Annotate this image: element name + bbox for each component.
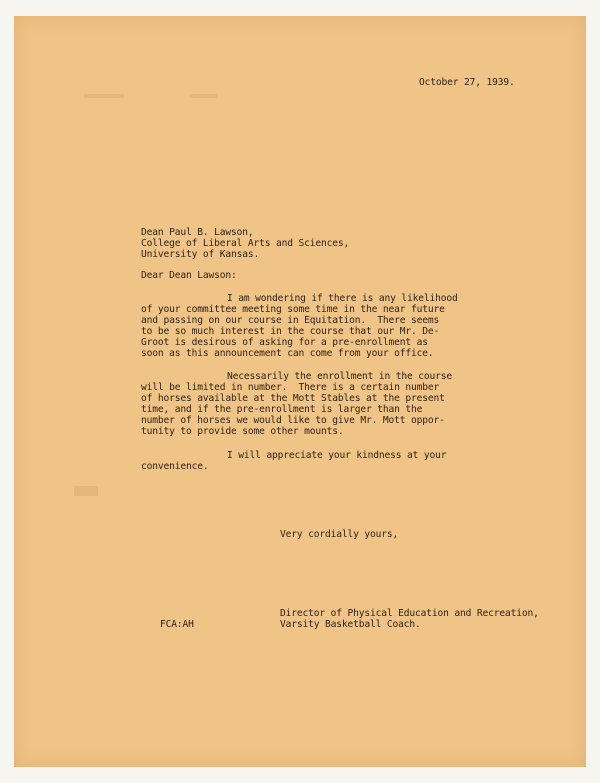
body-line: of your committee meeting some time in the near future bbox=[141, 304, 445, 315]
signature-title-line: Varsity Basketball Coach. bbox=[280, 619, 421, 630]
inside-address-line: College of Liberal Arts and Sciences, bbox=[141, 238, 350, 249]
body-line: tunity to provide some other mounts. bbox=[141, 426, 344, 437]
bleed-through-mark bbox=[74, 486, 98, 496]
body-line: time, and if the pre-enrollment is larger than the bbox=[141, 404, 423, 415]
bleed-through-mark bbox=[189, 94, 217, 98]
inside-address-line: Dean Paul B. Lawson, bbox=[141, 227, 254, 238]
body-line: of horses available at the Mott Stables at the present bbox=[141, 393, 445, 404]
body-line: convenience. bbox=[141, 461, 209, 472]
body-line: and passing on our course in Equitation. There seems bbox=[141, 315, 440, 326]
salutation: Dear Dean Lawson: bbox=[141, 270, 237, 281]
body-line: will be limited in number. There is a certain number bbox=[141, 382, 440, 393]
letter-paper bbox=[14, 16, 586, 767]
body-line: Groot is desirous of asking for a pre-enrollment as bbox=[141, 337, 428, 348]
reference-initials: FCA:AH bbox=[160, 619, 194, 630]
signature-title-line: Director of Physical Education and Recreation, bbox=[280, 608, 539, 619]
body-line: number of horses we would like to give Mr. Mott oppor- bbox=[141, 415, 445, 426]
inside-address-line: University of Kansas. bbox=[141, 249, 260, 260]
body-line: I am wondering if there is any likelihood bbox=[227, 293, 458, 304]
body-line: I will appreciate your kindness at your bbox=[227, 450, 447, 461]
body-line: to be so much interest in the course that our Mr. De- bbox=[141, 326, 440, 337]
bleed-through-mark bbox=[84, 94, 124, 98]
body-line: soon as this announcement can come from your office. bbox=[141, 348, 434, 359]
body-line: Necessarily the enrollment in the course bbox=[227, 371, 453, 382]
closing: Very cordially yours, bbox=[280, 529, 399, 540]
letter-date: October 27, 1939. bbox=[419, 77, 515, 88]
